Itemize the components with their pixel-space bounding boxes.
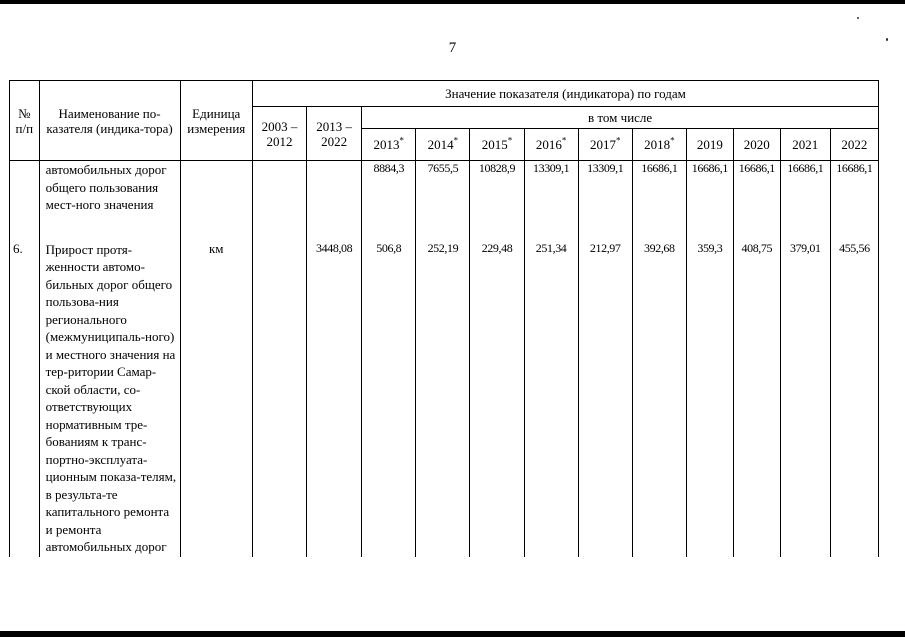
header-including: в том числе — [362, 107, 879, 129]
unit-cell: км — [180, 241, 252, 557]
header-year: 2021 — [780, 129, 830, 161]
value-cell: 506,8 — [362, 241, 416, 557]
value-cell: 251,34 — [524, 241, 578, 557]
value-cell: 16686,1 — [780, 161, 830, 241]
header-indicator-name: Наименование по-казателя (индика-тора) — [39, 81, 180, 161]
value-cell: 359,3 — [686, 241, 733, 557]
page-number: 7 — [448, 40, 457, 56]
header-year: 2019 — [686, 129, 733, 161]
header-year: 2020 — [733, 129, 780, 161]
value-cell: 13309,1 — [578, 161, 632, 241]
value-cell: 13309,1 — [524, 161, 578, 241]
value-cell: 229,48 — [470, 241, 524, 557]
indicator-table — [9, 80, 879, 557]
value-cell: 3448,08 — [307, 241, 362, 557]
value-cell — [252, 241, 306, 557]
table-row — [10, 161, 879, 241]
value-cell: 16686,1 — [830, 161, 878, 241]
indicator-name: Прирост протя-женности автомо-бильных дорог общего пользова-ния регионального (межмуниципаль-ного) и местного значения на тер-ритории Самар-ской области, со-ответствующих нормативным тре-бованиям к транс-портно-эксплуата-ционным показа-телям, в результа-те капитального ремонта и ремонта автомобильных дорог — [39, 241, 180, 557]
row-number: 6. — [10, 241, 40, 557]
header-period-2013-2022: 2013 – 2022 — [307, 107, 362, 161]
header-number: № п/п — [10, 81, 40, 161]
bottom-border-rule — [0, 631, 905, 637]
table-row — [10, 241, 879, 557]
value-cell: 16686,1 — [632, 161, 686, 241]
indicator-name: автомобильных дорог общего пользования мест-ного значения — [39, 161, 180, 241]
header-year: 2018* — [632, 129, 686, 161]
row-number — [10, 161, 40, 241]
header-unit: Единица измерения — [180, 81, 252, 161]
value-cell: 8884,3 — [362, 161, 416, 241]
value-cell: 10828,9 — [470, 161, 524, 241]
header-year: 2013* — [362, 129, 416, 161]
value-cell — [307, 161, 362, 241]
top-border-rule — [0, 0, 905, 4]
header-year: 2017* — [578, 129, 632, 161]
value-cell: 212,97 — [578, 241, 632, 557]
value-cell: 252,19 — [416, 241, 470, 557]
header-year: 2022 — [830, 129, 878, 161]
value-cell: 7655,5 — [416, 161, 470, 241]
unit-cell — [180, 161, 252, 241]
value-cell — [252, 161, 306, 241]
value-cell: 392,68 — [632, 241, 686, 557]
scan-speck — [857, 17, 859, 19]
header-year: 2015* — [470, 129, 524, 161]
value-cell: 379,01 — [780, 241, 830, 557]
value-cell: 408,75 — [733, 241, 780, 557]
header-year: 2014* — [416, 129, 470, 161]
value-cell: 16686,1 — [733, 161, 780, 241]
header-year: 2016* — [524, 129, 578, 161]
header-period-2003-2012: 2003 – 2012 — [252, 107, 306, 161]
value-cell: 455,56 — [830, 241, 878, 557]
header-values-by-year: Значение показателя (индикатора) по годам — [252, 81, 878, 107]
header-row-1 — [10, 81, 879, 107]
value-cell: 16686,1 — [686, 161, 733, 241]
